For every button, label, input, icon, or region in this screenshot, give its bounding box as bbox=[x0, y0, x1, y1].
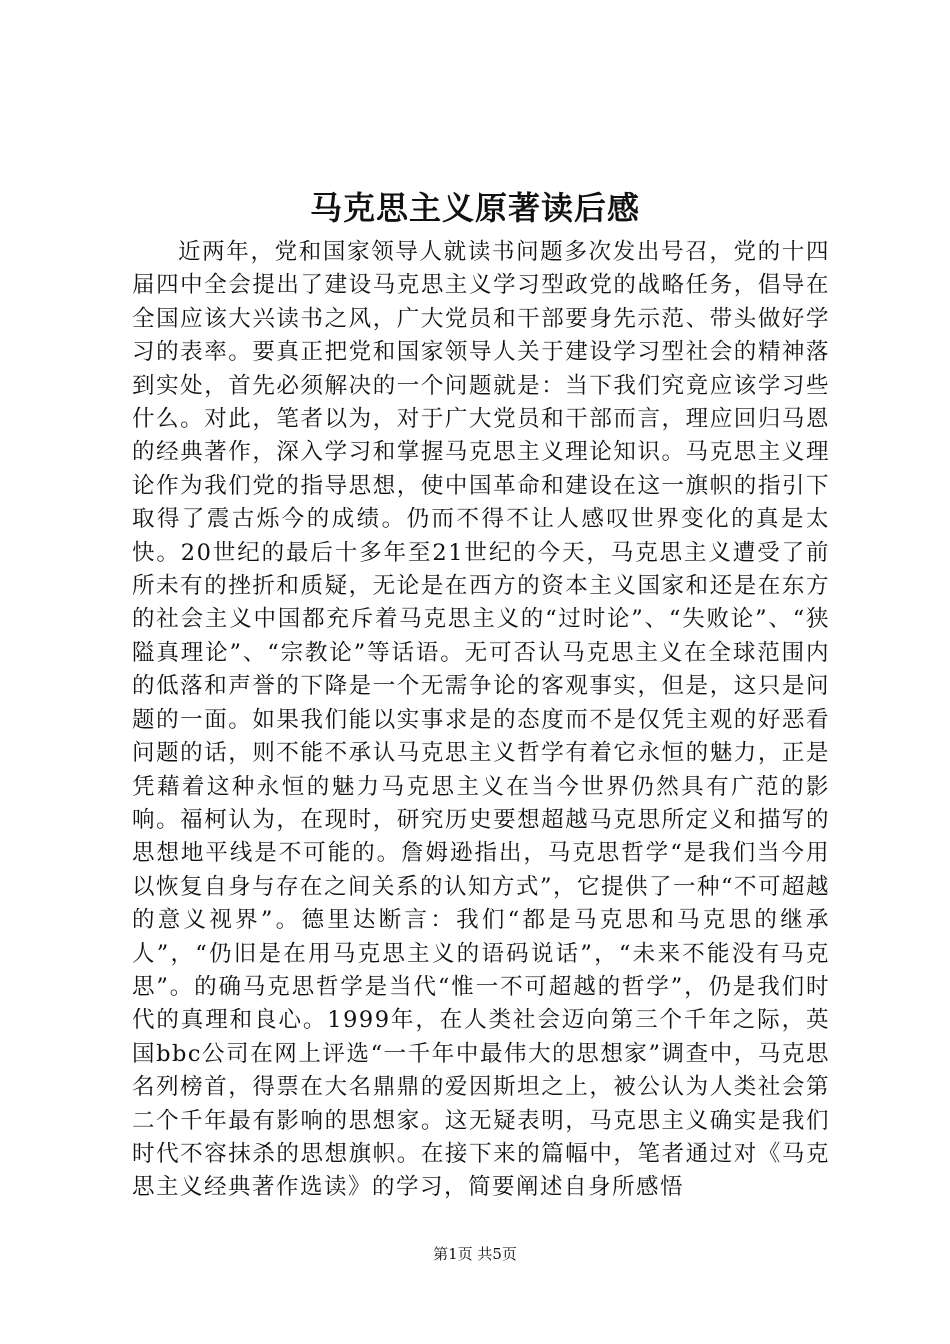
page-number-footer: 第1页 共5页 bbox=[433, 1245, 517, 1263]
document-title: 马克思主义原著读后感 bbox=[309, 189, 640, 227]
body-paragraph: 近两年，党和国家领导人就读书问题多次发出号召，党的十四届四中全会提出了建设马克思主义学习型政党的战略任务，倡导在全国应该大兴读书之风，广大党员和干部要身先示范、带头做好学习的表率。要真正把党和国家领导人关于建设学习型社会的精神落到实处，首先必须解决的一个问题就是：当下我们究竟应该学习些什么。对此，笔者以为，对于广大党员和干部而言，理应回归马恩的经典著作，深入学习和掌握马克思主义理论知识。马克思主义理论作为我们党的指导思想，使中国革命和建设在这一旗帜的指引下取得了震古烁今的成绩。仍而不得不让人感叹世界变化的真是太快。20世纪的最后十多年至21世纪的今天，马克思主义遭受了前所未有的挫折和质疑，无论是在西方的资本主义国家和还是在东方的社会主义中国都充斥着马克思主义的“过时论”、“失败论”、“狭隘真理论”、“宗教论”等话语。无可否认马克思主义在全球范围内的低落和声誉的下降是一个无需争论的客观事实，但是，这只是问题的一面。如果我们能以实事求是的态度而不是仅凭主观的好恶看问题的话，则不能不承认马克思主义哲学有着它永恒的魅力，正是凭藉着这种永恒的魅力马克思主义在当今世界仍然具有广范的影响。福柯认为，在现时，研究历史要想超越马克思所定义和描写的思想地平线是不可能的。詹姆逊指出，马克思哲学“是我们当今用以恢复自身与存在之间关系的认知方式”，它提供了一种“不可超越的意义视界”。德里达断言：我们“都是马克思和马克思的继承人”，“仍旧是在用马克思主义的语码说话”，“未来不能没有马克思”。的确马克思哲学是当代“惟一不可超越的哲学”，仍是我们时代的真理和良心。1999年，在人类社会迈向第三个千年之际，英国bbc公司在网上评选“一千年中最伟大的思想家”调查中，马克思名列榜首，得票在大名鼎鼎的爱因斯坦之上，被公认为人类社会第二个千年最有影响的思想家。这无疑表明，马克思主义确实是我们时代不容抹杀的思想旗帜。在接下来的篇幅中，笔者通过对《马克思主义经典著作选读》的学习，简要阐述自身所感悟 bbox=[132, 239, 831, 1201]
